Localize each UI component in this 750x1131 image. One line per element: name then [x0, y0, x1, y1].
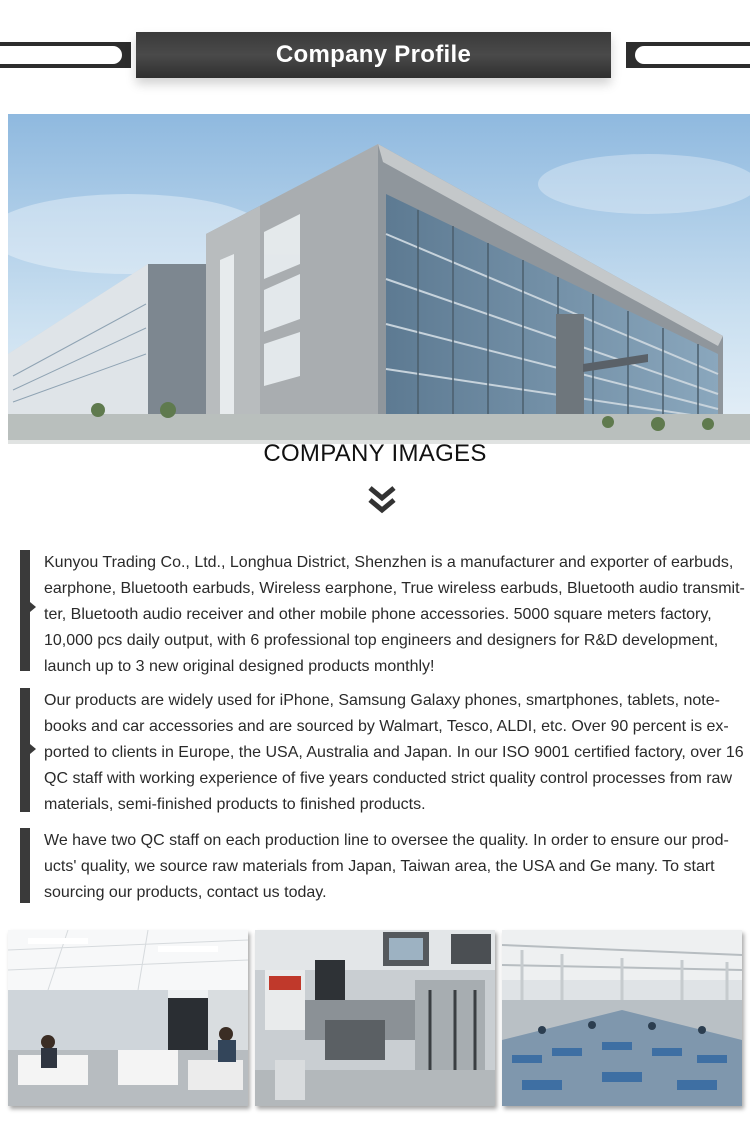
accent-arrow	[30, 602, 36, 612]
profile-paragraph-2	[20, 688, 748, 812]
profile-paragraph-1	[20, 550, 748, 675]
production-line-photo	[502, 930, 742, 1106]
page-title: Company Profile	[275, 41, 472, 68]
profile-paragraph-3	[20, 828, 748, 903]
accent-arrow	[30, 744, 36, 754]
double-chevron-down-icon	[368, 486, 396, 516]
accent-bar	[20, 828, 30, 903]
header-left-pill	[0, 42, 131, 68]
machinery-photo	[255, 930, 495, 1106]
accent-bar	[20, 688, 30, 812]
paragraph-text: Kunyou Trading Co., Ltd., Longhua District, Shenzhen is a manufacturer and exporter of earbuds, earphone, Bluetooth earbuds, Wireless earphone, True wireless earbuds, Bluetooth audio transmit-ter, Bluetooth audio receiver and other mobile phone accessories. 5000 square meters factory, 10,000 pcs daily output, with 6 professional top engineers and designers for R&D development, launch up to 3 new original designed products monthly!	[44, 554, 745, 675]
header-banner	[136, 32, 611, 78]
paragraph-text: Our products are widely used for iPhone, Samsung Galaxy phones, smartphones, tablets, note-books and car accessories and are sourced by Walmart, Tesco, ALDI, etc. Over 90 percent is ex-ported to clients in Europe, the USA, Australia and Japan. In our ISO 9001 certified factory, over 16 QC staff with working experience of five years conducted strict quality control processes from raw materials, semi-finished products to finished products.	[44, 692, 744, 813]
header-right-pill	[626, 42, 750, 68]
company-images-caption: COMPANY IMAGES	[263, 440, 487, 467]
office-photo	[8, 930, 248, 1106]
accent-bar	[20, 550, 30, 671]
paragraph-text: We have two QC staff on each production line to oversee the quality. In order to ensure our prod-ucts' quality, we source raw materials from Japan, Taiwan area, the USA and Ge many. To start sourcing our products, contact us today.	[44, 832, 729, 901]
